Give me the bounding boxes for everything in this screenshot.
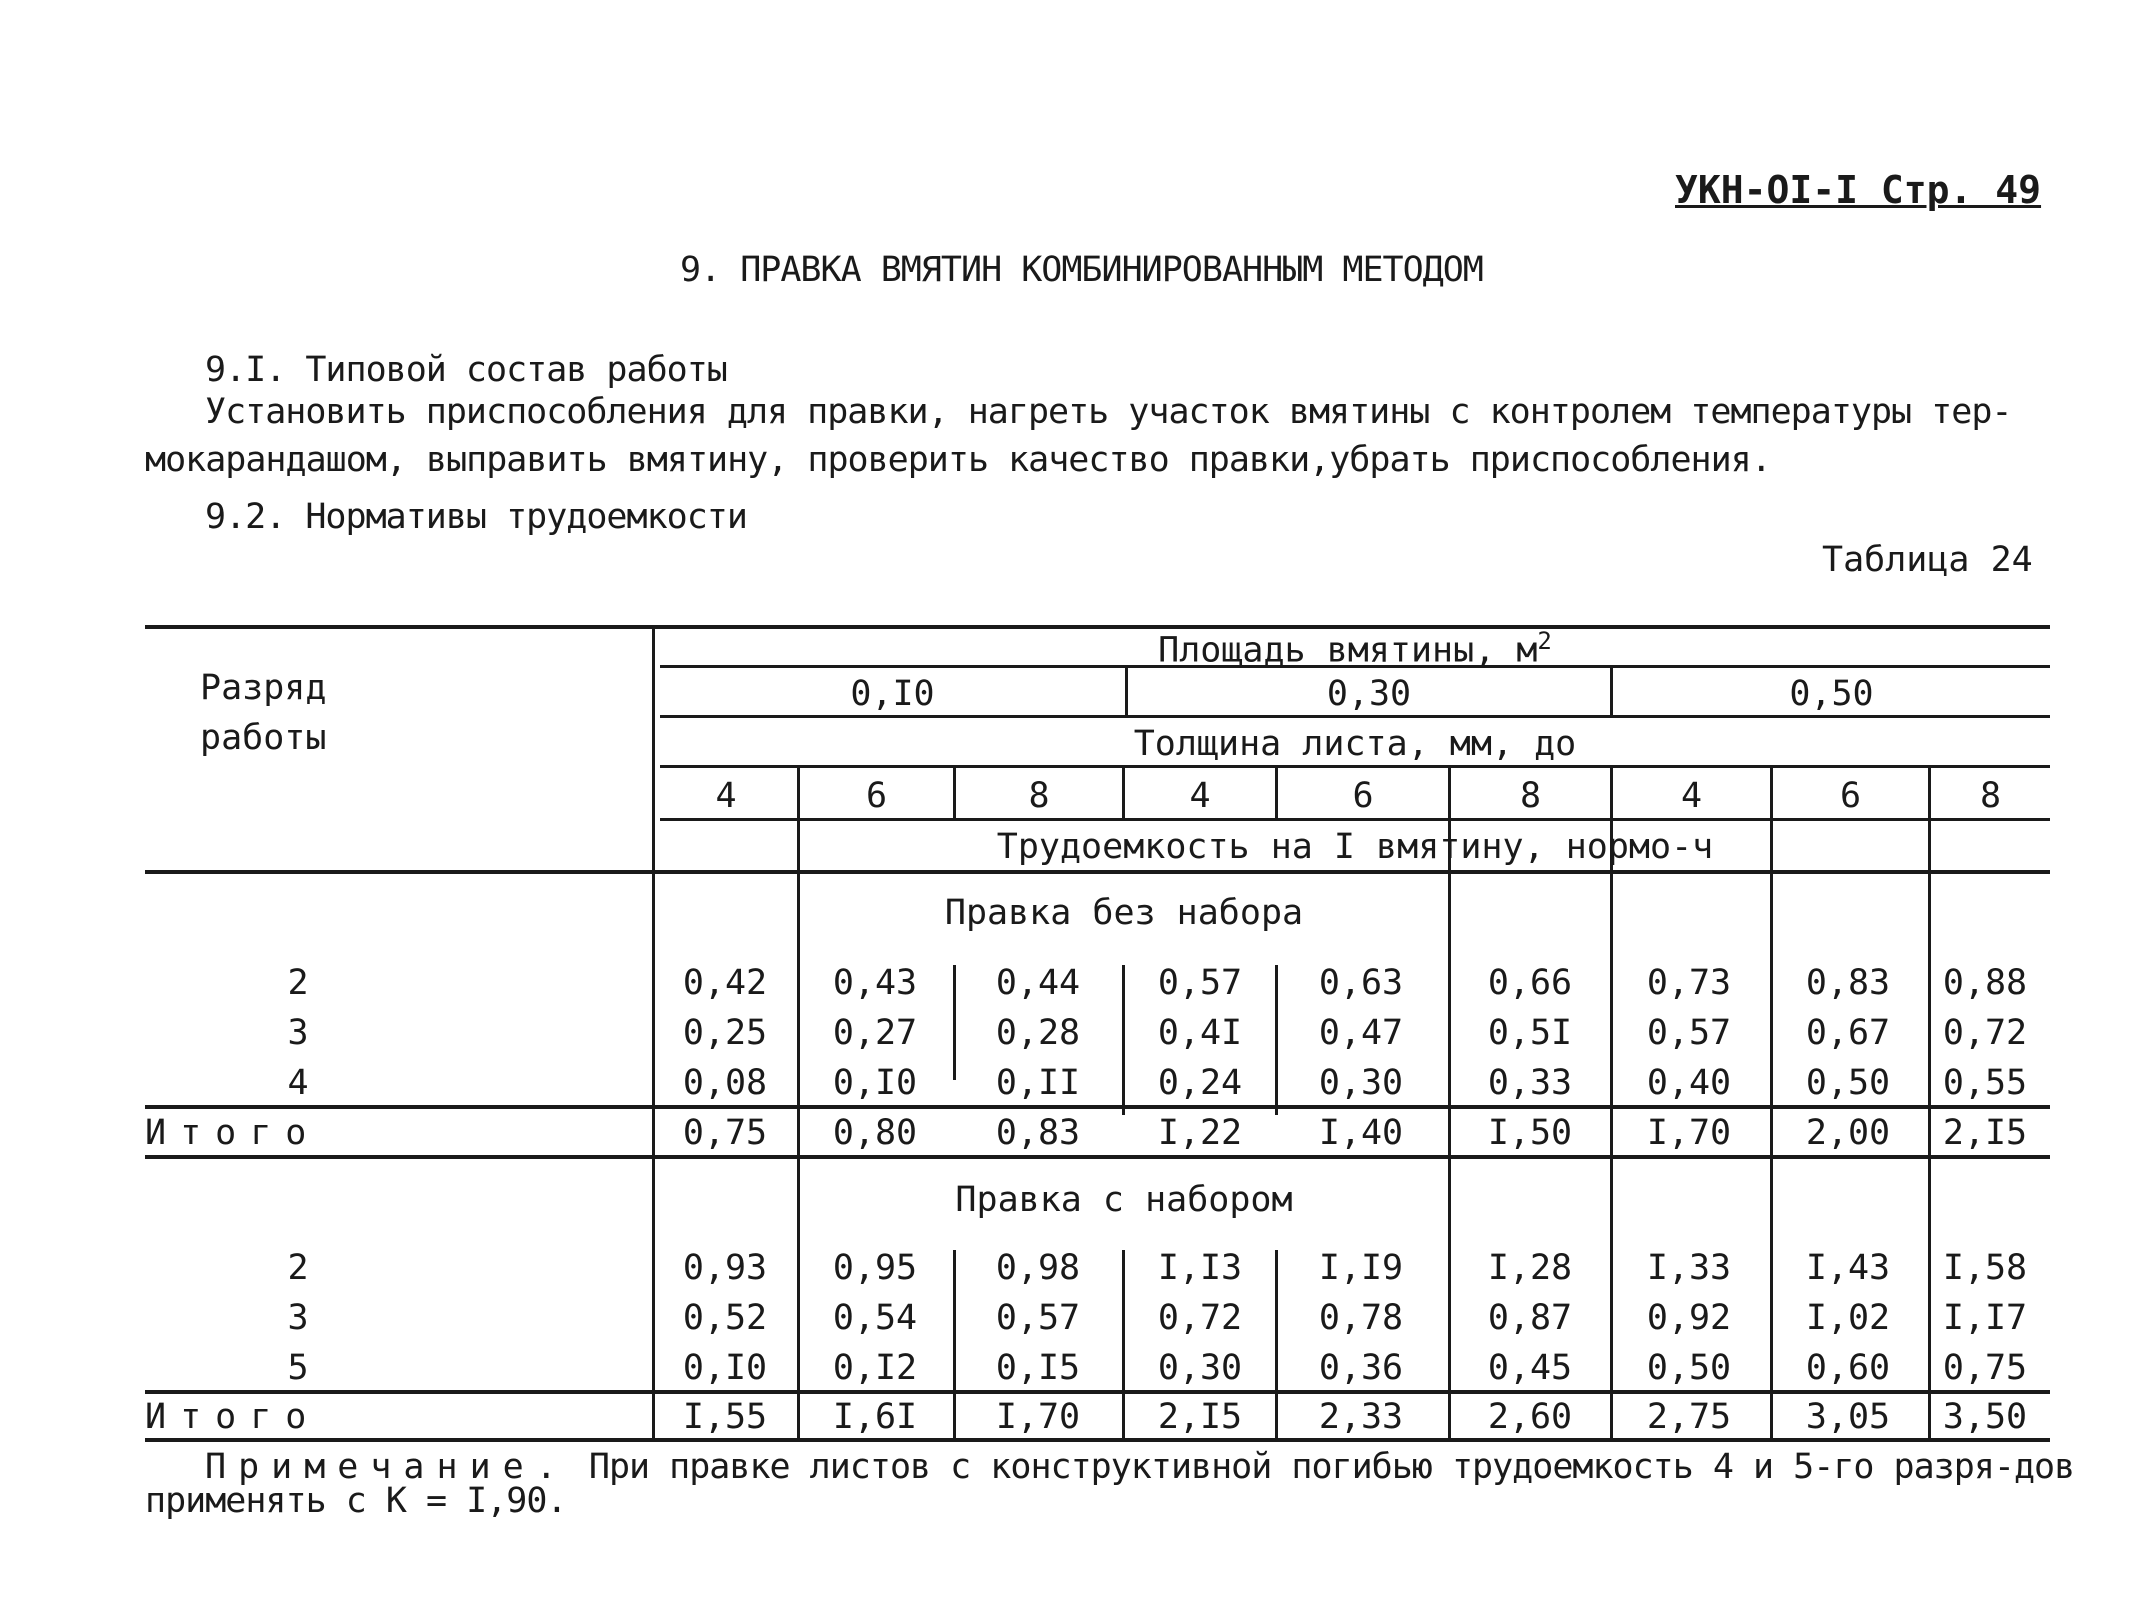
table-cell: 0,36 <box>1318 1348 1404 1388</box>
rank-value: 2 <box>287 1248 309 1288</box>
table-cell: 0,66 <box>1487 963 1573 1003</box>
table-cell: 0,52 <box>682 1298 768 1338</box>
total-cell: I,70 <box>1646 1113 1732 1153</box>
table-cell: 0,27 <box>832 1013 918 1053</box>
thickness-values-rule <box>660 818 2050 821</box>
table-cell: 0,92 <box>1646 1298 1732 1338</box>
table-cell: 0,57 <box>1646 1013 1732 1053</box>
group1-bottom-rule <box>145 1155 2050 1159</box>
thickness-value: 6 <box>1839 776 1862 816</box>
total-label: Итого <box>145 1113 321 1153</box>
area-header-superscript: 2 <box>1537 627 1552 655</box>
rank-value: 3 <box>287 1013 309 1053</box>
table-cell: 0,45 <box>1487 1348 1573 1388</box>
area-values-rule <box>660 715 2050 718</box>
table-cell: 0,43 <box>832 963 918 1003</box>
table-cell: 0,I2 <box>832 1348 918 1388</box>
table-cell: 0,30 <box>1157 1348 1243 1388</box>
table-cell: 0,60 <box>1805 1348 1891 1388</box>
table-cell: 0,67 <box>1805 1013 1891 1053</box>
page-code: УКН-ОI-I Стр. 49 <box>1675 168 2042 212</box>
table-cell: I,43 <box>1805 1248 1891 1288</box>
table-cell: 0,I5 <box>995 1348 1081 1388</box>
work-description-line-1: Установить приспособления для правки, нагреть участок вмятины с контролем температуры тер- <box>205 392 2012 432</box>
table-cell: 0,40 <box>1646 1063 1732 1103</box>
rank-header-line-2: работы <box>200 718 327 758</box>
thickness-value: 6 <box>865 776 888 816</box>
table-cell: 0,50 <box>1646 1348 1732 1388</box>
table-cell: I,28 <box>1487 1248 1573 1288</box>
col-rule-4-g1 <box>1275 965 1278 1115</box>
table-cell: 0,73 <box>1646 963 1732 1003</box>
table-cell: 0,98 <box>995 1248 1081 1288</box>
table-cell: 0,II <box>995 1063 1081 1103</box>
table-cell: 0,55 <box>1942 1063 2028 1103</box>
total-cell: I,50 <box>1487 1113 1573 1153</box>
work-description-line-2: мокарандашом, выправить вмятину, проверить качество правки,убрать приспособления. <box>145 440 1771 480</box>
area-value-1: 0,I0 <box>850 674 935 714</box>
table-cell: I,33 <box>1646 1248 1732 1288</box>
table-cell: I,58 <box>1942 1248 2028 1288</box>
area-value-2: 0,30 <box>1326 674 1412 714</box>
thickness-header-rule <box>660 765 2050 768</box>
total-cell: 2,I5 <box>1942 1113 2028 1153</box>
thickness-value: 4 <box>1189 776 1211 816</box>
col-rule-2-g1 <box>953 965 956 1080</box>
total-cell: 0,75 <box>682 1113 768 1153</box>
subsection-norms: 9.2. Нормативы трудоемкости <box>205 497 747 537</box>
table-cell: 0,72 <box>1157 1298 1243 1338</box>
table-cell: 0,33 <box>1487 1063 1573 1103</box>
table-cell: 0,24 <box>1157 1063 1243 1103</box>
table-cell: 0,47 <box>1318 1013 1404 1053</box>
total-cell: 3,05 <box>1805 1397 1891 1437</box>
table-cell: 0,44 <box>995 963 1081 1003</box>
table-cell: 0,75 <box>1942 1348 2028 1388</box>
total-cell: 2,33 <box>1318 1397 1404 1437</box>
table-cell: 0,28 <box>995 1013 1081 1053</box>
group2-sum-rule <box>145 1390 2050 1394</box>
table-cell: 0,87 <box>1487 1298 1573 1338</box>
table-cell: 0,78 <box>1318 1298 1404 1338</box>
table-cell: 0,25 <box>682 1013 768 1053</box>
total-label: Итого <box>145 1397 321 1437</box>
total-cell: 0,80 <box>832 1113 918 1153</box>
note-text: При правке листов с конструктивной погибью трудоемкость 4 и 5-го разря-дов применять с К = I,90. <box>145 1447 2075 1521</box>
table-cell: 0,I0 <box>682 1348 768 1388</box>
section-title: 9. ПРАВКА ВМЯТИН КОМБИНИРОВАННЫМ МЕТОДОМ <box>680 250 1483 290</box>
table-cell: 0,93 <box>682 1248 768 1288</box>
total-cell: 3,50 <box>1942 1397 2028 1437</box>
table-cell: 0,08 <box>682 1063 768 1103</box>
table-label: Таблица 24 <box>1822 540 2033 580</box>
total-cell: I,40 <box>1318 1113 1404 1153</box>
rank-value: 2 <box>287 963 309 1003</box>
rank-value: 4 <box>287 1063 309 1103</box>
table-cell: 0,54 <box>832 1298 918 1338</box>
total-cell: 2,00 <box>1805 1113 1891 1153</box>
rank-value: 3 <box>287 1298 309 1338</box>
table-cell: I,02 <box>1805 1298 1891 1338</box>
table-cell: 0,42 <box>682 963 768 1003</box>
table-cell: I,I9 <box>1318 1248 1404 1288</box>
group1-sum-rule <box>145 1105 2050 1109</box>
table-cell: 0,57 <box>995 1298 1081 1338</box>
table-cell: 0,I0 <box>832 1063 918 1103</box>
table-cell: 0,5I <box>1487 1013 1573 1053</box>
table-cell: 0,88 <box>1942 963 2028 1003</box>
group-title: Правка с набором <box>955 1180 1293 1220</box>
table-cell: 0,95 <box>832 1248 918 1288</box>
table-cell: 0,83 <box>1805 963 1891 1003</box>
area-value-3: 0,50 <box>1789 674 1874 714</box>
area-header <box>660 627 2050 671</box>
total-cell: 0,83 <box>995 1113 1081 1153</box>
total-cell: I,70 <box>995 1397 1081 1437</box>
thickness-value: 8 <box>1028 776 1050 816</box>
thickness-value: 4 <box>1680 776 1703 816</box>
total-cell: I,22 <box>1157 1113 1243 1153</box>
subsection-composition: 9.I. Типовой состав работы <box>205 350 727 390</box>
total-cell: 2,60 <box>1487 1397 1573 1437</box>
table-cell: 0,72 <box>1942 1013 2028 1053</box>
total-cell: 2,75 <box>1646 1397 1732 1437</box>
thickness-value: 8 <box>1979 776 2002 816</box>
rank-header-line-1: Разряд <box>200 668 327 708</box>
total-cell: I,55 <box>682 1397 768 1437</box>
col-rule-4-g2 <box>1275 1250 1278 1438</box>
thickness-value: 8 <box>1519 776 1542 816</box>
table-cell: 0,4I <box>1157 1013 1243 1053</box>
thickness-value: 4 <box>715 776 737 816</box>
area-header-text: Площадь вмятины, м <box>1158 630 1538 671</box>
col-rule-2-g2 <box>953 1250 956 1438</box>
group-title: Правка без набора <box>944 893 1304 933</box>
total-cell: I,6I <box>832 1397 918 1437</box>
table-cell: 0,50 <box>1805 1063 1891 1103</box>
note-label: Примечание. <box>205 1447 569 1487</box>
table-cell: 0,30 <box>1318 1063 1404 1103</box>
table-cell: 0,63 <box>1318 963 1404 1003</box>
table-header-bottom-rule <box>145 870 2050 874</box>
table-cell: 0,57 <box>1157 963 1243 1003</box>
thickness-value: 6 <box>1352 776 1374 816</box>
table-note <box>145 1447 2095 1521</box>
labor-header: Трудоемкость на I вмятину, нормо-ч <box>996 827 1714 867</box>
thickness-header: Толщина листа, мм, до <box>1133 724 1577 764</box>
table-bottom-rule <box>145 1438 2050 1442</box>
total-cell: 2,I5 <box>1157 1397 1243 1437</box>
table-cell: I,I7 <box>1942 1298 2028 1338</box>
table-cell: I,I3 <box>1157 1248 1243 1288</box>
rank-value: 5 <box>287 1348 309 1388</box>
